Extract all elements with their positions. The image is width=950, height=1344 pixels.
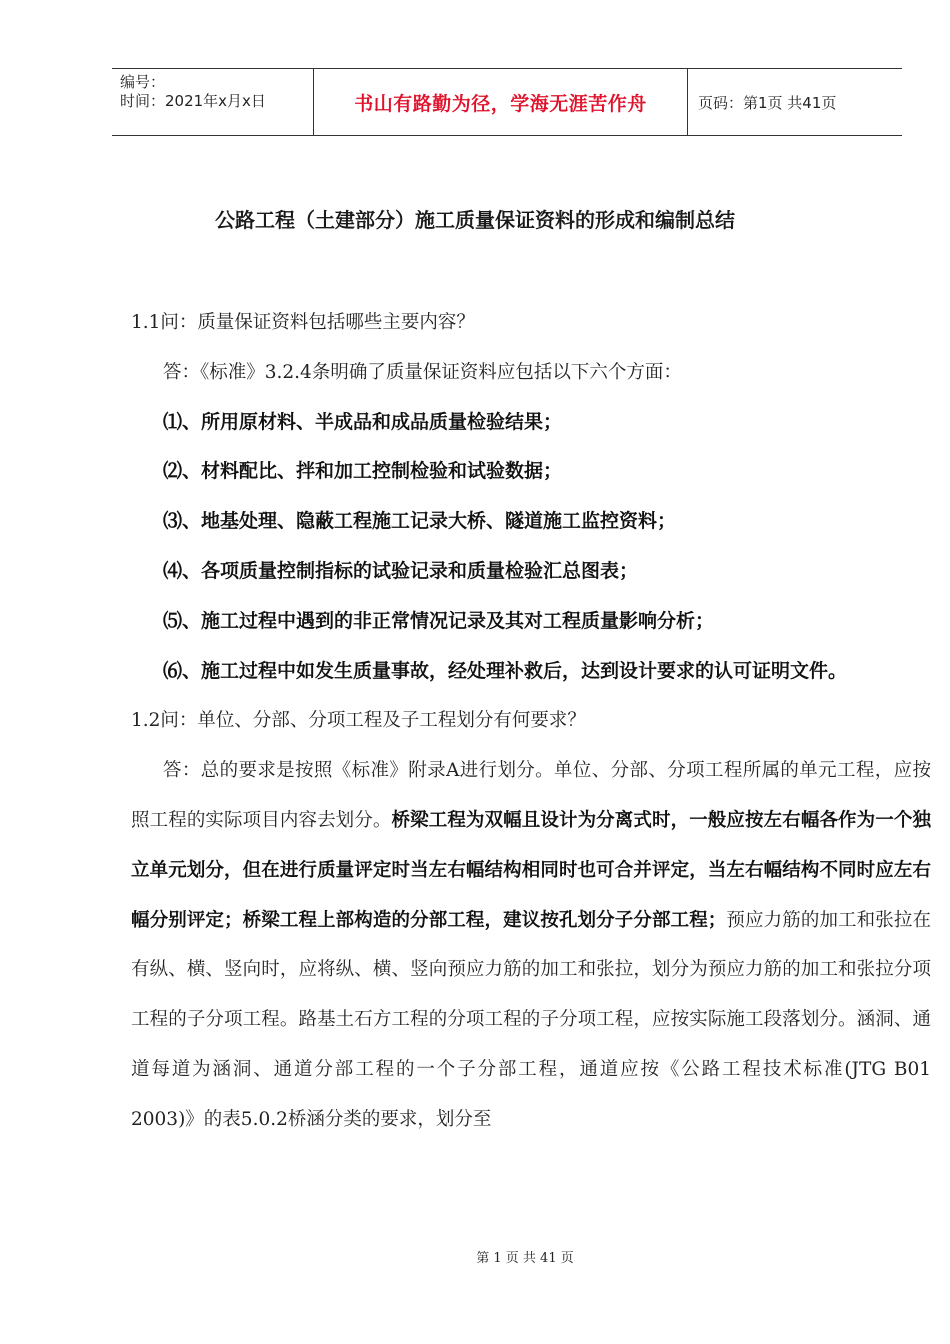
document-body — [131, 298, 931, 1145]
answer-1-item: ⑹、施工过程中如发生质量事故，经处理补救后，达到设计要求的认可证明文件。 — [163, 659, 848, 682]
answer-2-text-2: 预应力筋的加工和张拉在有纵、横、竖向时，应将纵、横、竖向预应力筋的加工和张拉，划分为预应力筋的加工和张拉分项工程的子分项工程。路基土石方工程的分项工程的子分项工程，应按实际施工段落划分。涵洞、通道每道为涵洞、通道分部工程的一个子分部工程，通道应按《公路工程技术标准(JTG B01 2003)》的表5.0.2桥涵分类的要求，划分至 — [131, 909, 931, 1130]
header-page-info: 页码：第1页 共41页 — [698, 93, 837, 112]
answer-1-item: ⑵、材料配比、拌和加工控制检验和试验数据； — [163, 460, 563, 483]
answer-1-item: ⑸、施工过程中遇到的非正常情况记录及其对工程质量影响分析； — [163, 609, 715, 632]
answer-1-intro: 答：《标准》3.2.4条明确了质量保证资料应包括以下六个方面： — [163, 361, 682, 383]
question-1: 1.1问：质量保证资料包括哪些主要内容？ — [131, 312, 475, 333]
header-table — [112, 68, 902, 136]
time-label: 时间：2021年x月x日 — [120, 92, 266, 110]
page-footer: 第 1 页 共 41 页 — [476, 1251, 574, 1266]
answer-2-bold-text: 桥梁工程为双幅且设计为分离式时，一般应按左右幅各作为一个独立单元划分，但在进行质量评定时当左右幅结构相同时也可合并评定，当左右幅结构不同时应左右幅分别评定；桥梁工程上部构造的分部工程，建议按孔划分子分部工程； — [131, 809, 931, 931]
answer-1-item: ⑷、各项质量控制指标的试验记录和质量检验汇总图表； — [163, 559, 639, 582]
answer-2-paragraph — [131, 746, 931, 1144]
header-left-cell — [112, 69, 314, 135]
header-motto: 书山有路勤为径，学海无涯苦作舟 — [314, 69, 688, 135]
number-label: 编号： — [120, 73, 166, 91]
answer-1-item: ⑶、地基处理、隐蔽工程施工记录大桥、隧道施工监控资料； — [163, 510, 677, 533]
document-title: 公路工程（土建部分）施工质量保证资料的形成和编制总结 — [215, 208, 735, 232]
answer-1-item: ⑴、所用原材料、半成品和成品质量检验结果； — [163, 410, 563, 433]
answer-2-text-1: 答：总的要求是按照《标准》附录A进行划分。单位、分部、分项工程所属的单元工程，应按照工程的实际项目内容去划分。 — [131, 760, 931, 831]
question-2: 1.2问：单位、分部、分项工程及子工程划分有何要求？ — [131, 710, 586, 732]
